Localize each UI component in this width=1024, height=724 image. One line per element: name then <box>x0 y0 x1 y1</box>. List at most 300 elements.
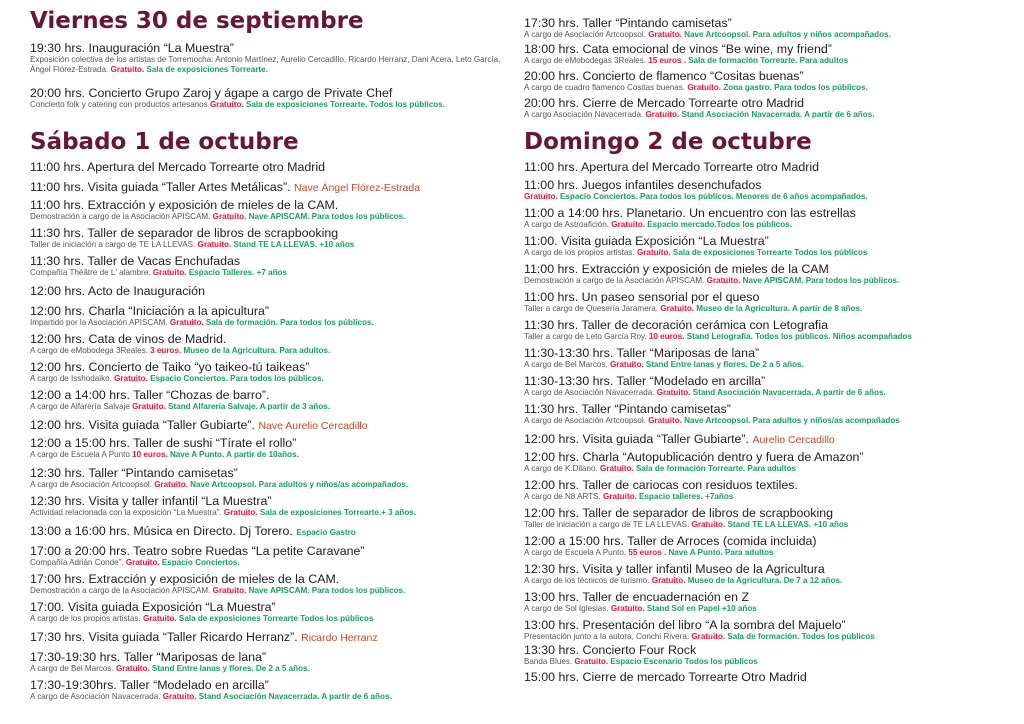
event-price: Gratuito. <box>223 508 258 517</box>
event-price: Gratuito. <box>574 657 609 666</box>
event-title <box>30 360 512 374</box>
event-title <box>524 318 1014 332</box>
event-venue-info: Stand Asociación Navacerrada. A partir de 6 años. <box>681 110 875 119</box>
event-item <box>524 432 1014 447</box>
event-title <box>30 198 512 212</box>
event-details <box>30 318 512 328</box>
event-title-text: 17:00 a 20:00 hrs. Teatro sobre Ruedas “La petite Caravane” <box>30 544 365 558</box>
event-details <box>524 604 1014 614</box>
event-title <box>524 432 1014 447</box>
event-item <box>30 41 512 75</box>
event-venue-info: Espacio Conciertos. Para todos los públicos. <box>150 374 324 383</box>
event-venue-info: Nave Artcoopsol. Para adultos y niños/as acompañados <box>684 416 900 425</box>
event-details <box>30 55 512 75</box>
event-title-text: 12:00 a 15:00 hrs. Taller de sushi “Tírate el rollo” <box>30 436 297 450</box>
event-title <box>524 42 1014 56</box>
event-price: Gratuito. <box>114 374 148 383</box>
event-item <box>524 69 1014 93</box>
event-details <box>524 30 1014 40</box>
event-item <box>524 506 1014 530</box>
event-title <box>524 160 1014 174</box>
event-description: A cargo de Astroafición. <box>524 220 610 229</box>
event-description: Taller de iniciación a cargo de TE LA LLEVAS. <box>524 520 690 529</box>
event-item <box>524 346 1014 370</box>
event-price: Gratuito. <box>110 65 145 74</box>
event-price: Gratuito. <box>610 604 645 613</box>
event-description: A cargo de Alfarería Salvaje <box>30 402 130 411</box>
event-details <box>30 480 512 490</box>
event-description: A cargo de K.Dilano. <box>524 464 598 473</box>
event-description: A cargo de Bel Marcos. <box>30 664 114 673</box>
event-venue-info: Sala de formación Torrearte. Para adultos <box>636 464 797 473</box>
event-venue-info: Nave APISCAM. Para todos los públicos. <box>248 212 406 221</box>
event-description: A cargo de eMobodegas 3Reales. <box>524 56 646 65</box>
event-price: Gratuito. <box>648 30 682 39</box>
event-title <box>30 572 512 586</box>
event-title-text: 20:00 hrs. Concierto Grupo Zaroj y ágape a cargo de Private Chef <box>30 86 393 100</box>
event-item <box>524 160 1014 174</box>
event-item <box>30 418 512 433</box>
event-price: Gratuito. <box>691 520 726 529</box>
event-description: A cargo de Isshodaiko. <box>30 374 112 383</box>
event-details <box>30 212 512 222</box>
event-details <box>524 192 1014 202</box>
event-title <box>524 562 1014 576</box>
event-item <box>30 466 512 490</box>
event-title <box>524 590 1014 604</box>
event-description: A cargo Asociación Navacerrada. <box>524 110 644 119</box>
event-details <box>524 304 1014 314</box>
event-title-text: 12:00 hrs. Cata de vinos de Madrid. <box>30 332 227 346</box>
event-item <box>524 643 1014 667</box>
event-title <box>30 494 512 508</box>
event-price: Gratuito. <box>524 192 558 201</box>
event-venue-info: Sala de exposiciones Torrearte Todos los públicos <box>178 614 374 623</box>
event-price: Gratuito. <box>609 360 644 369</box>
event-price: Gratuito. <box>212 212 247 221</box>
event-price: 3 euros. <box>150 346 182 355</box>
event-title <box>524 374 1014 388</box>
event-details <box>524 220 1014 230</box>
event-title <box>30 41 512 55</box>
event-item <box>30 572 512 596</box>
event-details <box>524 632 1014 642</box>
event-price: Gratuito. <box>656 388 691 397</box>
event-title-text: 11:00 hrs. Extracción y exposición de mieles de la CAM. <box>30 198 339 212</box>
event-item <box>524 234 1014 258</box>
event-venue-info: Sala de exposiciones Torrearte.+ 3 años. <box>259 508 417 517</box>
event-item <box>30 332 512 356</box>
event-details <box>30 450 512 460</box>
event-venue-info: Stand TE LA LLEVAS. +10 años <box>727 520 849 529</box>
event-venue-info: Stand Entre lanas y flores. De 2 a 5 años. <box>645 360 804 369</box>
event-item <box>524 206 1014 230</box>
event-description: Actividad relacionada con la exposición “La Muestra”. <box>30 508 222 517</box>
event-description: A cargo de Bel Marcos. <box>524 360 608 369</box>
event-details <box>30 558 512 568</box>
event-venue-info: Sala de formación Torrearte. Para adultos <box>688 56 849 65</box>
event-details <box>30 100 512 110</box>
event-description: Banda Blues. <box>524 657 573 666</box>
event-price: 10 euros. <box>648 332 685 341</box>
event-description: A cargo de Asociación Artcoopsol. <box>524 416 646 425</box>
event-title-text: 18:00 hrs. Cata emocional de vinos “Be wine, my friend” <box>524 42 832 56</box>
event-price: Gratuito. <box>115 664 150 673</box>
event-description: A cargo de Escuela A Punto. <box>524 548 627 557</box>
event-item <box>30 524 512 540</box>
event-title <box>30 524 512 540</box>
event-title-text: 12:00 hrs. Charla “Iniciación a la apicultura” <box>30 304 269 318</box>
event-title <box>30 388 512 402</box>
event-title-text: 11:00 hrs. Visita guiada “Taller Artes Metálicas”. <box>30 180 291 194</box>
event-description: A cargo de eMobodega 3Reales. <box>30 346 148 355</box>
event-details <box>524 416 1014 426</box>
event-price: Gratuito. <box>209 100 244 109</box>
event-title <box>30 678 512 692</box>
event-title-text: 11:00 hrs. Juegos infantiles desenchufados <box>524 178 762 192</box>
event-item <box>524 290 1014 314</box>
event-description: A cargo de Asociación Navacerrada. <box>30 692 161 701</box>
event-venue-info: Stand Sol en Papel +10 años <box>646 604 757 613</box>
event-title-text: 12:00 hrs. Visita guiada “Taller Gubiarte”. <box>524 432 749 446</box>
event-details <box>30 268 512 278</box>
event-description: A cargo de cuadro flamenco Cositas buenas. <box>524 83 686 92</box>
event-venue-info: Nave A Punto. A partir de 10años. <box>169 450 299 459</box>
event-item <box>30 544 512 568</box>
event-item <box>30 180 512 195</box>
event-title <box>30 436 512 450</box>
event-item <box>30 650 512 674</box>
event-title <box>524 402 1014 416</box>
event-venue-info: Espacio Conciertos. Para todos los públicos. Menores de 6 años acompañados. <box>559 192 868 201</box>
sunday-heading: Domingo 2 de octubre <box>524 129 812 155</box>
event-details <box>524 464 1014 474</box>
event-venue-info: Espacio mercado.Todos los públicos. <box>647 220 792 229</box>
event-item <box>30 630 512 645</box>
event-title <box>524 234 1014 248</box>
event-description: A cargo de Asociación Artcoopsol. <box>524 30 646 39</box>
event-title-text: 12:00 a 15:00 hrs. Taller de Arroces (comida incluida) <box>524 534 817 548</box>
event-item <box>524 670 1014 684</box>
event-item <box>30 600 512 624</box>
event-location-note: Nave Ángel Flórez-Estrada <box>294 182 421 194</box>
event-item <box>524 16 1014 40</box>
event-title <box>30 254 512 268</box>
event-title-text: 11:00 hrs. Extracción y exposición de mieles de la CAM <box>524 262 829 276</box>
event-title <box>524 618 1014 632</box>
event-title-text: 11:30 hrs. Taller de Vacas Enchufadas <box>30 254 241 268</box>
event-details <box>30 346 512 356</box>
event-description: Demostración a cargo de la Asociación APISCAM. <box>30 586 211 595</box>
event-venue-info: Stand TE LA LLEVAS. +10 años <box>233 240 355 249</box>
event-details <box>30 614 512 624</box>
event-title <box>30 226 512 240</box>
event-venue-info: Sala de exposiciones Torrearte Todos los públicos <box>672 248 868 257</box>
event-item <box>524 562 1014 586</box>
event-details <box>30 240 512 250</box>
event-price: Gratuito. <box>125 558 160 567</box>
event-details <box>524 276 1014 286</box>
event-details <box>524 492 1014 502</box>
event-title <box>524 16 1014 30</box>
event-title <box>30 180 512 195</box>
event-title-text: 17:00 hrs. Extracción y exposición de mieles de la CAM. <box>30 572 340 586</box>
event-item <box>30 360 512 384</box>
event-item <box>30 160 512 174</box>
event-venue-info: Zona gastro. Para todos los públicos. <box>723 83 868 92</box>
event-venue-info: Sala de exposiciones Torrearte. <box>146 65 268 74</box>
event-description: Presentación junto a la autora, Conchi Rivera. <box>524 632 690 641</box>
event-venue-info: Stand Letografia. Todos los públicos. Niños acompañados <box>686 332 912 341</box>
event-description: Taller a cargo de Leto García Roy. <box>524 332 647 341</box>
event-price: Gratuito. <box>600 464 634 473</box>
event-venue-info: Espacio Talleres. +7 años <box>188 268 288 277</box>
event-title-text: 17:30-19:30 hrs. Taller “Mariposas de lana” <box>30 650 267 664</box>
event-price: Gratuito. <box>169 318 204 327</box>
event-title <box>524 262 1014 276</box>
event-title-text: 13:00 hrs. Presentación del libro “A la sombra del Majuelo” <box>524 618 846 632</box>
event-title <box>30 418 512 433</box>
friday-heading: Viernes 30 de septiembre <box>30 8 364 34</box>
event-price: Gratuito. <box>154 480 188 489</box>
event-title <box>524 346 1014 360</box>
event-description: Taller a cargo de Quesería Jaramera. <box>524 304 659 313</box>
event-details <box>30 508 512 518</box>
event-description: A cargo de N8 ARTS. <box>524 492 601 501</box>
event-location-note: Aurelio Cercadillo <box>752 434 835 446</box>
event-venue-info: Espacio Conciertos. <box>161 558 240 567</box>
event-title <box>30 304 512 318</box>
event-title-text: 11:00 hrs. Un paseo sensorial por el queso <box>524 290 760 304</box>
event-price: 10 euros. <box>132 450 168 459</box>
event-title <box>524 178 1014 192</box>
event-item <box>30 226 512 250</box>
event-details <box>524 83 1014 93</box>
event-description: A cargo de Asociación Navacerrada. <box>524 388 655 397</box>
event-item <box>30 494 512 518</box>
event-title <box>524 206 1014 220</box>
event-price: Gratuito. <box>611 220 646 229</box>
event-description: A cargo de los propios artistas. <box>524 248 635 257</box>
event-description: A cargo de Asociación Artcoopsol. <box>30 480 152 489</box>
event-price: Gratuito. <box>132 402 166 411</box>
event-item <box>524 42 1014 66</box>
event-item <box>524 590 1014 614</box>
event-item <box>524 318 1014 342</box>
event-venue-info: Museo de la Agricultura. A partir de 8 años. <box>696 304 863 313</box>
event-description: A cargo de los técnicos de turismo. <box>524 576 650 585</box>
event-description: Compañía Théâtre de L' alambre. <box>30 268 151 277</box>
event-details <box>524 548 1014 558</box>
event-venue-tag: Espacio Gastro <box>296 528 356 537</box>
event-details <box>30 402 512 412</box>
event-title-text: 11:00 hrs. Apertura del Mercado Torrearte otro Madrid <box>524 160 820 174</box>
event-title <box>524 478 1014 492</box>
event-title <box>524 506 1014 520</box>
event-details <box>524 56 1014 66</box>
saturday-heading: Sábado 1 de octubre <box>30 129 299 155</box>
event-description: Concierto folk y catering con productos artesanos <box>30 100 208 109</box>
event-price: Gratuito. <box>636 248 671 257</box>
event-item <box>30 254 512 278</box>
event-title-text: 11:00 hrs. Apertura del Mercado Torrearte otro Madrid <box>30 160 326 174</box>
event-details <box>30 374 512 384</box>
event-title <box>30 160 512 174</box>
event-item <box>30 284 512 298</box>
event-item <box>524 402 1014 426</box>
event-title-text: 17:30 hrs. Taller “Pintando camisetas” <box>524 16 732 30</box>
event-price: Gratuito. <box>645 110 680 119</box>
event-description: Exposición colectiva de los artistas de Torremocha: Antonio Martínez, Aurelio Cercadillo, Ricardo Herranz, Dani Acera, Leto García, Ángel Flórez-Estrada. <box>30 55 501 74</box>
event-price: Gratuito. <box>212 586 247 595</box>
event-title-text: 20:00 hrs. Cierre de Mercado Torrearte otro Madrid <box>524 96 805 110</box>
event-description: A cargo de los propios artistas. <box>30 614 141 623</box>
event-item <box>524 374 1014 398</box>
event-item <box>524 478 1014 502</box>
event-title <box>30 544 512 558</box>
event-title-text: 12:00 hrs. Visita guiada “Taller Gubiarte”. <box>30 418 255 432</box>
event-title-text: 11:30 hrs. Taller “Pintando camisetas” <box>524 402 731 416</box>
event-title-text: 11:30 hrs. Taller de decoración cerámica con Letografia <box>524 318 828 332</box>
event-item <box>524 534 1014 558</box>
event-title <box>524 69 1014 83</box>
event-details <box>524 110 1014 120</box>
event-title <box>30 466 512 480</box>
event-details <box>524 576 1014 586</box>
event-description: Compañía Adrián Conde”. <box>30 558 124 567</box>
event-title-text: 11:00. Visita guiada Exposición “La Muestra” <box>524 234 769 248</box>
event-price: Gratuito. <box>706 276 741 285</box>
event-item <box>524 450 1014 474</box>
event-item <box>30 198 512 222</box>
event-details <box>30 692 512 702</box>
event-title-text: 11:00 a 14:00 hrs. Planetario. Un encuentro con las estrellas <box>524 206 856 220</box>
event-details <box>524 332 1014 342</box>
event-title-text: 15:00 hrs. Cierre de mercado Torrearte Otro Madrid <box>524 670 807 684</box>
event-item <box>30 86 512 110</box>
event-price: Gratuito. <box>648 416 682 425</box>
event-title <box>30 650 512 664</box>
event-details <box>30 664 512 674</box>
event-venue-info: Nave APISCAM. Para todos los públicos. <box>742 276 900 285</box>
event-price: Gratuito. <box>162 692 197 701</box>
event-title-text: 20:00 hrs. Concierto de flamenco “Cositas buenas” <box>524 69 804 83</box>
event-item <box>524 178 1014 202</box>
event-price: 55 euros . <box>628 548 667 557</box>
event-title-text: 11:30-13:30 hrs. Taller “Mariposas de lana” <box>524 346 760 360</box>
event-title <box>524 290 1014 304</box>
event-title-text: 12:30 hrs. Visita y taller infantil “La Muestra” <box>30 494 272 508</box>
event-price: Gratuito. <box>691 632 726 641</box>
event-price: Gratuito. <box>603 492 637 501</box>
event-venue-info: Sala de formación. Para todos los públicos. <box>205 318 374 327</box>
event-location-note: Nave Aurelio Cercadillo <box>258 420 368 432</box>
event-venue-info: Museo de la Agricultura. De 7 a 12 años. <box>687 576 843 585</box>
event-title-text: 11:30-13:30 hrs. Taller “Modelado en arcilla” <box>524 374 766 388</box>
event-description: Impartido por la Asociación APISCAM. <box>30 318 168 327</box>
event-title-text: 13:00 hrs. Taller de encuadernación en Z <box>524 590 750 604</box>
event-title <box>30 630 512 645</box>
event-price: Gratuito. <box>687 83 722 92</box>
event-title-text: 17:30 hrs. Visita guiada “Taller Ricardo Herranz”. <box>30 630 298 644</box>
event-title <box>30 86 512 100</box>
event-location-note: Ricardo Herranz <box>301 632 378 644</box>
event-venue-info: Espacio talleres. +7años <box>639 492 734 501</box>
event-title-text: 12:00 hrs. Taller de cariocas con residuos textiles. <box>524 478 798 492</box>
event-title <box>30 600 512 614</box>
event-venue-info: Stand Entre lanas y flores. De 2 a 5 años. <box>151 664 310 673</box>
event-details <box>524 520 1014 530</box>
event-details <box>524 360 1014 370</box>
event-title-text: 11:30 hrs. Taller de separador de libros de scrapbooking <box>30 226 339 240</box>
event-price: Gratuito. <box>142 614 177 623</box>
event-title-text: 17:00. Visita guiada Exposición “La Muestra” <box>30 600 276 614</box>
event-description: A cargo de Sol Iglesias. <box>524 604 609 613</box>
event-title-text: 12:00 hrs. Taller de separador de libros de scrapbooking <box>524 506 834 520</box>
event-item <box>524 262 1014 286</box>
event-title-text: 12:00 a 14:00 hrs. Taller “Chozas de barro”. <box>30 388 270 402</box>
event-title <box>524 96 1014 110</box>
event-title-text: 13:00 a 16:00 hrs. Música en Directo. Dj Torero. <box>30 524 293 538</box>
event-title <box>524 643 1014 657</box>
event-title-text: 12:00 hrs. Concierto de Taiko “yo taikeo-tú taikeas” <box>30 360 310 374</box>
event-item <box>30 436 512 460</box>
event-venue-info: Stand Asociación Navacerrada. A partir de 6 años. <box>198 692 392 701</box>
event-description: Demostración a cargo de la Asociación APISCAM. <box>524 276 705 285</box>
event-item <box>30 304 512 328</box>
event-venue-info: Nave Artcoopsol. Para adultos y niños acompañados. <box>684 30 891 39</box>
event-venue-info: Sala de formación. Todos los públicos <box>727 632 875 641</box>
event-details <box>524 248 1014 258</box>
event-price: Gratuito. <box>651 576 686 585</box>
event-title-text: 19:30 hrs. Inauguración “La Muestra” <box>30 41 234 55</box>
event-venue-info: Sala de exposiciones Torrearte. Todos los públicos. <box>245 100 445 109</box>
event-venue-info: Espacio Escenario Todos los públicos <box>610 657 758 666</box>
event-venue-info: Stand Asociación Navacerrada. A partir de 6 años. <box>692 388 886 397</box>
event-title-text: 12:30 hrs. Taller “Pintando camisetas” <box>30 466 238 480</box>
event-title <box>30 284 512 298</box>
event-venue-info: Nave APISCAM. Para todos los públicos. <box>248 586 406 595</box>
event-item <box>524 96 1014 120</box>
event-title-text: 13:30 hrs. Concierto Four Rock <box>524 643 697 657</box>
event-title-text: 17:30-19:30hrs. Taller “Modelado en arcilla” <box>30 678 269 692</box>
event-details <box>524 657 1014 667</box>
event-item <box>30 388 512 412</box>
event-price: 15 euros . <box>648 56 686 65</box>
event-venue-info: Nave Artcoopsol. Para adultos y niños/as acompañados. <box>190 480 409 489</box>
event-title-text: 12:00 hrs. Acto de Inauguración <box>30 284 205 298</box>
event-item <box>30 678 512 702</box>
event-description: A cargo de Escuela A Punto <box>30 450 130 459</box>
event-title <box>524 450 1014 464</box>
event-venue-info: Museo de la Agricultura. Para adultos. <box>183 346 331 355</box>
event-title-text: 12:30 hrs. Visita y taller infantil Museo de la Agricultura <box>524 562 825 576</box>
event-price: Gratuito. <box>660 304 695 313</box>
event-price: Gratuito. <box>152 268 187 277</box>
event-venue-info: Nave A Punto. Para adultos <box>668 548 774 557</box>
event-description: Demostración a cargo de la Asociación APISCAM. <box>30 212 211 221</box>
event-details <box>30 586 512 596</box>
event-title <box>30 332 512 346</box>
event-venue-info: Stand Alfarería Salvaje. A partir de 3 años. <box>168 402 331 411</box>
event-details <box>524 388 1014 398</box>
event-title-text: 12:00 hrs. Charla “Autopublicación dentro y fuera de Amazon” <box>524 450 864 464</box>
event-description: Taller de iniciación a cargo de TE LA LLEVAS. <box>30 240 196 249</box>
event-title <box>524 670 1014 684</box>
event-price: Gratuito. <box>197 240 232 249</box>
event-item <box>524 618 1014 642</box>
event-title <box>524 534 1014 548</box>
